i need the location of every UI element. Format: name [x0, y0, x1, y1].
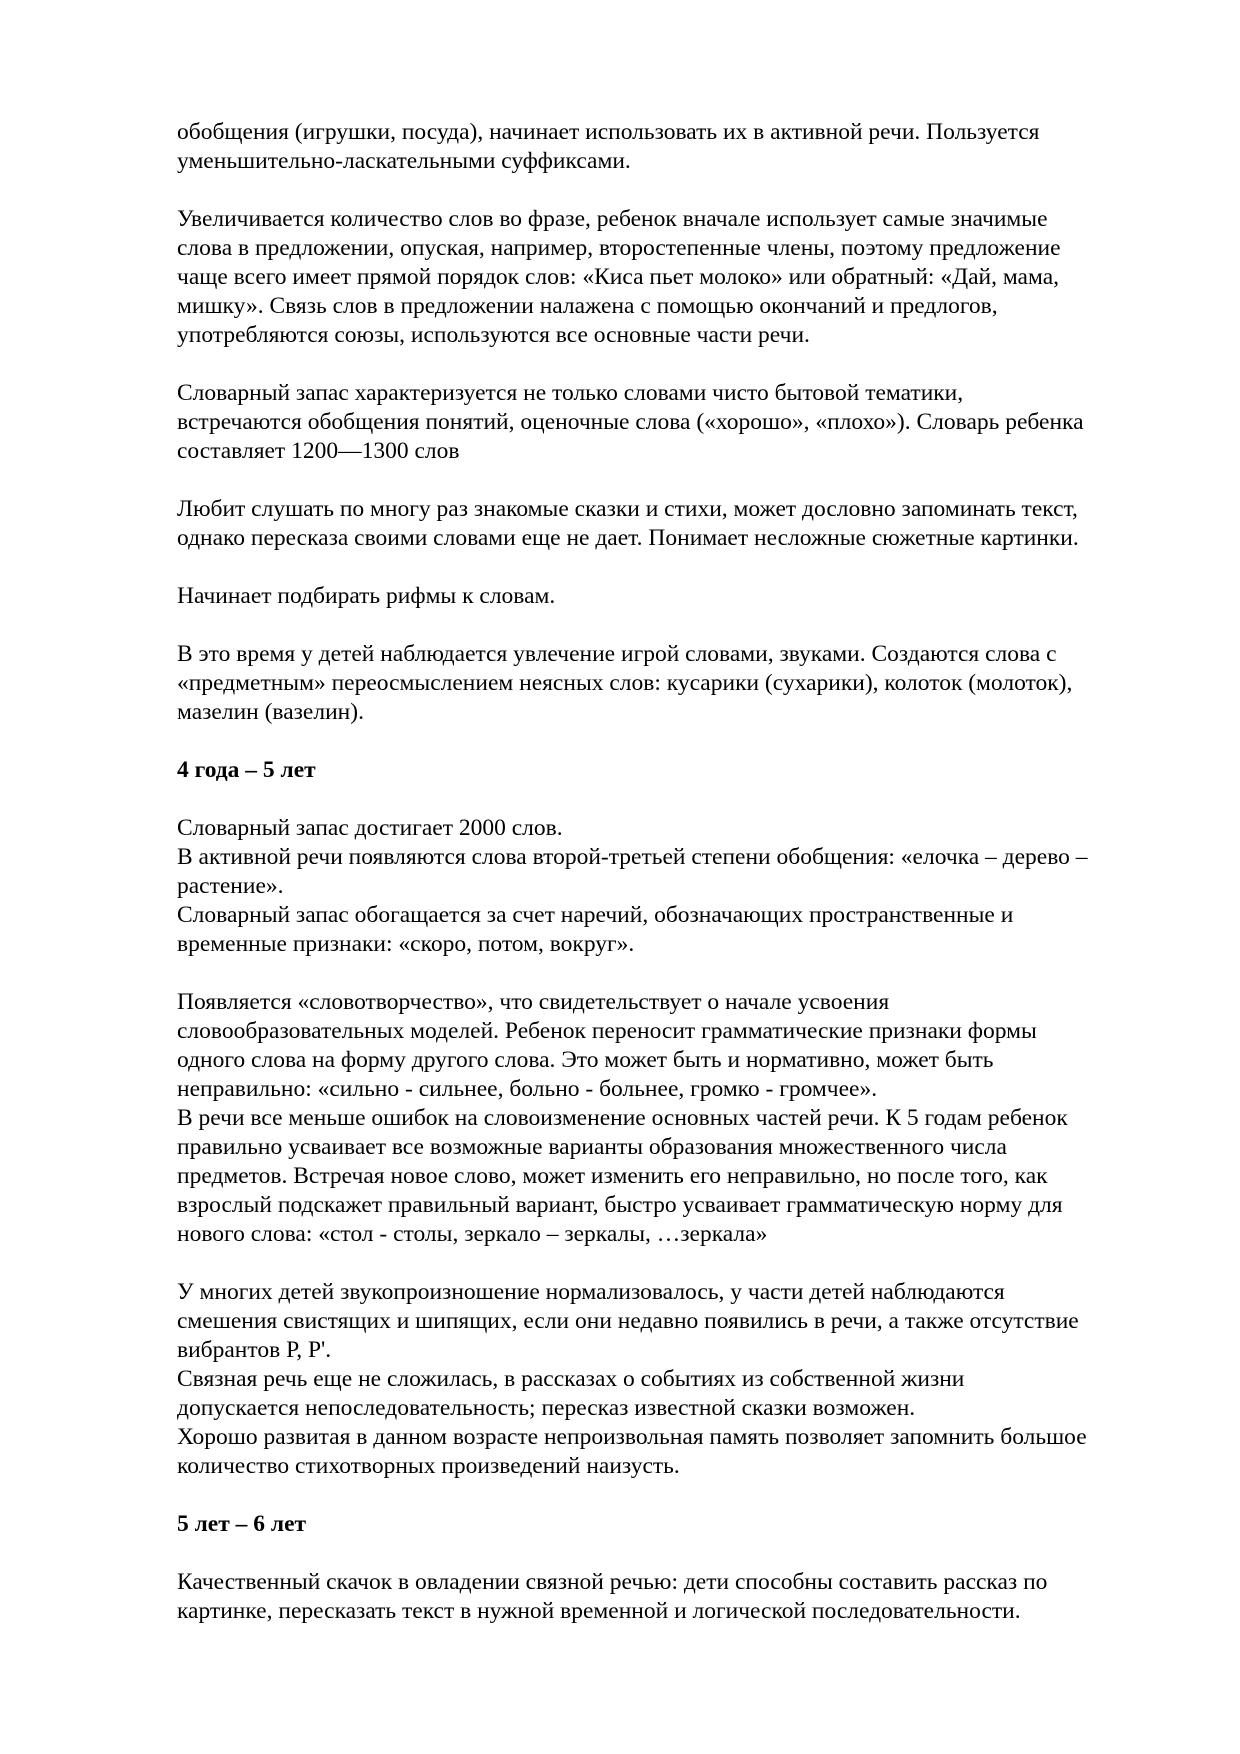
para-word-creation — [177, 988, 1158, 1249]
text-line: В активной речи появляются слова второй-третьей степени обобщения: «елочка – дерево – — [177, 844, 1088, 870]
text-line: Начинает подбирать рифмы к словам. — [177, 583, 556, 609]
text-line: В речи все меньше ошибок на словоизменение основных частей речи. К 5 годам ребенок — [177, 1105, 1068, 1131]
text-line: Словарный запас обогащается за счет наречий, обозначающих пространственные и — [177, 902, 1014, 928]
text-line: Качественный скачок в овладении связной речью: дети способны составить рассказ по — [177, 1569, 1048, 1595]
text-line: Любит слушать по многу раз знакомые сказки и стихи, может дословно запоминать текст, — [177, 496, 1078, 522]
text-line: чаще всего имеет прямой порядок слов: «Киса пьет молоко» или обратный: «Дай, мама, — [177, 264, 1060, 290]
heading-4-5-years — [177, 756, 1158, 785]
text-line: мишку». Связь слов в предложении налажена с помощью окончаний и предлогов, — [177, 293, 998, 319]
text-line: временные признаки: «скоро, потом, вокруг». — [177, 931, 635, 957]
text-line: одного слова на форму другого слова. Это может быть и нормативно, может быть — [177, 1047, 994, 1073]
para-generalizations — [177, 118, 1158, 176]
para-fairy-tales — [177, 495, 1158, 553]
para-connected-speech — [177, 1568, 1158, 1626]
text-line: неправильно: «сильно - сильнее, больно - больнее, громко - громчее». — [177, 1076, 878, 1102]
text-line: Увеличивается количество слов во фразе, ребенок вначале использует самые значимые — [177, 206, 1048, 232]
text-line: растение». — [177, 873, 284, 899]
text-line: нового слова: «стол - столы, зеркало – зеркалы, …зеркала» — [177, 1221, 768, 1247]
para-2000-words — [177, 814, 1158, 959]
para-phrase-words — [177, 205, 1158, 350]
para-pronunciation — [177, 1278, 1158, 1481]
text-line: В это время у детей наблюдается увлечение игрой словами, звуками. Создаются слова с — [177, 641, 1057, 667]
document-body — [177, 118, 1158, 1626]
text-line: Словарный запас характеризуется не только словами чисто бытовой тематики, — [177, 380, 964, 406]
text-line: предметов. Встречая новое слово, может изменить его неправильно, но после того, как — [177, 1163, 1048, 1189]
text-line: обобщения (игрушки, посуда), начинает использовать их в активной речи. Пользуется — [177, 119, 1040, 145]
text-line: картинке, пересказать текст в нужной временной и логической последовательности. — [177, 1598, 1021, 1624]
text-line: Хорошо развитая в данном возрасте непроизвольная память позволяет запомнить большое — [177, 1424, 1087, 1450]
text-line: «предметным» переосмыслением неясных слов: кусарики (сухарики), колоток (молоток), — [177, 670, 1073, 696]
text-line: смешения свистящих и шипящих, если они недавно появились в речи, а также отсутствие — [177, 1308, 1079, 1334]
text-line: У многих детей звукопроизношение нормализовалось, у части детей наблюдаются — [177, 1279, 1005, 1305]
text-line: Словарный запас достигает 2000 слов. — [177, 815, 563, 841]
para-vocabulary — [177, 379, 1158, 466]
para-word-play — [177, 640, 1158, 727]
text-line: словообразовательных моделей. Ребенок переносит грамматические признаки формы — [177, 1018, 1037, 1044]
text-line: уменьшительно-ласкательными суффиксами. — [177, 148, 631, 174]
para-rhymes — [177, 582, 1158, 611]
text-line: составляет 1200—1300 слов — [177, 438, 460, 464]
text-line: взрослый подскажет правильный вариант, быстро усваивает грамматическую норму для — [177, 1192, 1063, 1218]
text-line: употребляются союзы, используются все основные части речи. — [177, 322, 810, 348]
text-line: Появляется «словотворчество», что свидетельствует о начале усвоения — [177, 989, 890, 1015]
text-line: допускается непоследовательность; пересказ известной сказки возможен. — [177, 1395, 916, 1421]
text-line: однако пересказа своими словами еще не дает. Понимает несложные сюжетные картинки. — [177, 525, 1079, 551]
heading-5-6-years — [177, 1510, 1158, 1539]
text-line: правильно усваивает все возможные варианты образования множественного числа — [177, 1134, 1007, 1160]
text-line: вибрантов Р, Р'. — [177, 1337, 332, 1363]
heading-text: 5 лет – 6 лет — [177, 1511, 307, 1537]
text-line: количество стихотворных произведений наизусть. — [177, 1453, 680, 1479]
text-line: Связная речь еще не сложилась, в рассказах о событиях из собственной жизни — [177, 1366, 965, 1392]
text-line: мазелин (вазелин). — [177, 699, 364, 725]
heading-text: 4 года – 5 лет — [177, 757, 316, 783]
text-line: встречаются обобщения понятий, оценочные слова («хорошо», «плохо»). Словарь ребенка — [177, 409, 1084, 435]
text-line: слова в предложении, опуская, например, второстепенные члены, поэтому предложение — [177, 235, 1061, 261]
